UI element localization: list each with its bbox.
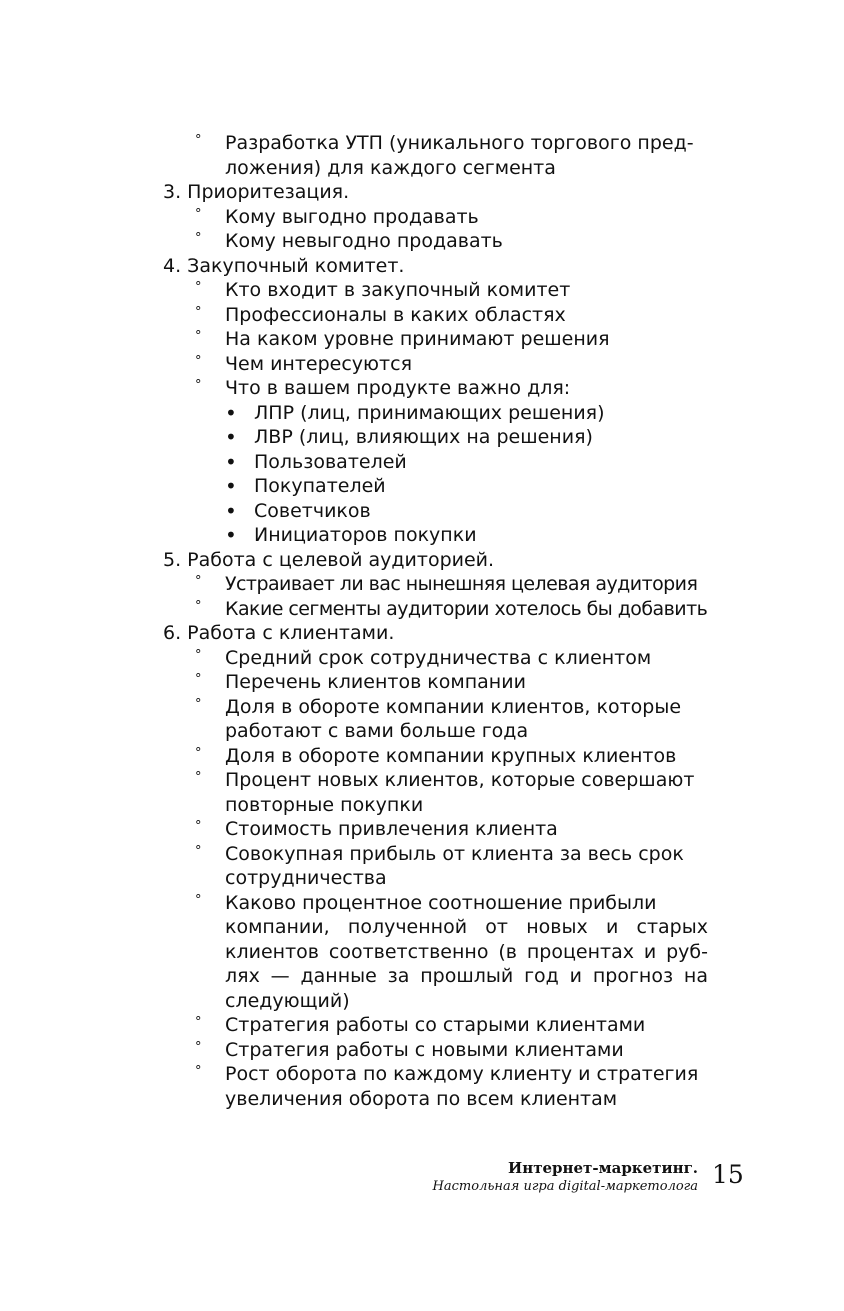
circle-bullet-icon: ° [195,353,202,369]
circle-bullet-icon: ° [195,843,202,859]
circle-bullet-icon: ° [195,133,202,148]
list-item: ° Какие сегменты аудитории хотелось бы добавить [163,597,708,622]
page-number: 15 [712,1160,744,1189]
list-item: ° Кто входит в закупочный комитет [163,278,708,303]
sub-list-item: • ЛВР (лиц, влияющих на решения) [225,425,593,449]
list-item: ° Средний срок сотрудничества с клиентом [163,646,708,671]
list-item-continuation: ложения) для каждого сегмента [225,156,556,179]
circle-bullet-icon: ° [195,892,202,908]
list-item: ° Доля в обороте компании клиентов, которые [163,695,708,720]
circle-bullet-icon: ° [195,1039,202,1055]
list-item-continuation: увеличения оборота по всем клиентам [225,1087,618,1110]
circle-bullet-icon: ° [195,280,202,295]
circle-bullet-icon: ° [195,206,202,222]
section-heading: 6. Работа с клиентами. [163,622,395,644]
list-item: ° Кому выгодно продавать [163,205,708,230]
circle-bullet-icon: ° [195,745,202,761]
sub-list-item: • Советчиков [225,498,371,523]
list-item: ° Кому невыгодно продавать [163,229,708,254]
list-item: ° Рост оборота по каждому клиенту и стратегия [163,1062,708,1087]
list-item-continuation: повторные покупки [225,793,424,816]
circle-bullet-icon: ° [195,647,202,663]
page-content [163,131,708,1111]
list-item: ° Перечень клиентов компании [163,670,708,695]
list-item: ° Совокупная прибыль от клиента за весь срок [163,842,708,867]
circle-bullet-icon: ° [195,819,202,834]
sub-list-item: • Инициаторов покупки [225,523,477,547]
sub-list-item: • Пользователей [225,449,407,474]
section-heading: 4. Закупочный комитет. [163,254,405,277]
circle-bullet-icon: ° [195,574,201,589]
list-item: ° Чем интересуются [163,352,708,377]
list-item: ° Разработка УТП (уникального торгового пред- [163,131,708,156]
circle-bullet-icon: ° [195,378,202,393]
list-item: ° На каком уровне принимают решения [163,327,708,352]
sub-list-item: • ЛПР (лиц, принимающих решения) [225,400,605,425]
book-title: Интернет-маркетинг. [508,1159,698,1177]
circle-bullet-icon: ° [195,672,202,687]
dot-bullet-icon: • [225,400,237,425]
circle-bullet-icon: ° [195,231,202,246]
circle-bullet-icon: ° [195,770,202,785]
circle-bullet-icon: ° [195,329,202,344]
running-footer [433,1158,698,1196]
list-item: ° Каково процентное соотношение прибыли [163,891,708,916]
list-item: ° Процент новых клиентов, которые совершают [163,768,708,793]
sub-list-item: • Покупателей [225,474,386,498]
list-item: ° Профессионалы в каких областях [163,303,708,328]
list-item: ° Устраивает ли вас нынешняя целевая аудитория [163,572,708,597]
dot-bullet-icon: • [225,474,237,498]
circle-bullet-icon: ° [195,1015,202,1030]
list-item-continuation: сотрудничества [225,867,387,889]
dot-bullet-icon: • [225,425,237,449]
list-item: ° Стратегия работы с новыми клиентами [163,1038,708,1063]
list-item: ° Что в вашем продукте важно для: [163,376,708,401]
dot-bullet-icon: • [225,523,237,547]
list-item-continuation: лях — данные за прошлый год и прогноз на [225,965,708,987]
list-item: ° Стоимость привлечения клиента [163,817,708,842]
circle-bullet-icon: ° [195,696,202,712]
circle-bullet-icon: ° [195,1064,202,1079]
list-item-continuation: клиентов соответственно (в процентах и руб- [225,940,708,963]
section-heading: 3. Приоритезация. [163,181,350,203]
list-item-continuation: компании, полученной от новых и старых [225,916,708,938]
book-subtitle: Настольная игра digital-маркетолога [432,1179,698,1194]
list-item: ° Доля в обороте компании крупных клиентов [163,744,708,769]
list-item-continuation: следующий) [225,989,350,1012]
list-item-continuation: работают с вами больше года [225,720,529,742]
list-item: ° Стратегия работы со старыми клиентами [163,1013,708,1038]
dot-bullet-icon: • [225,449,237,474]
circle-bullet-icon: ° [195,598,201,614]
section-heading: 5. Работа с целевой аудиторией. [163,548,495,571]
dot-bullet-icon: • [225,498,237,523]
circle-bullet-icon: ° [195,304,202,320]
